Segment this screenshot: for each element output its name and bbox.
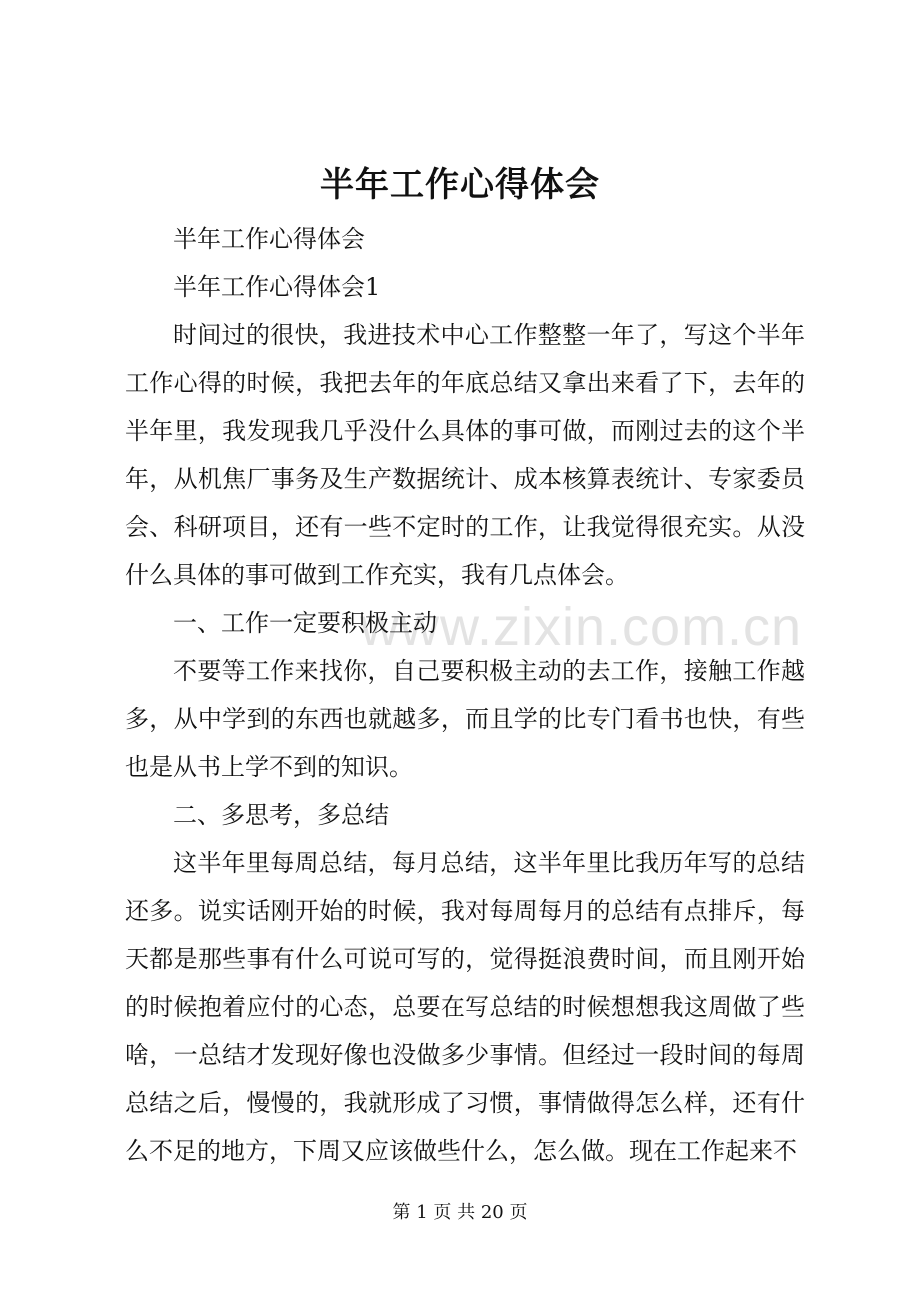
- paragraph: 这半年里每周总结，每月总结，这半年里比我历年写的总结还多。说实话刚开始的时候，我对每周每月的总结有点排斥，每天都是那些事有什么可说可写的，觉得挺浪费时间，而且刚开始的时候抱着应付的心态，总要在写总结的时候想想我这周做了些啥，一总结才发现好像也没做多少事情。但经过一段时间的每周总结之后，慢慢的，我就形成了习惯，事情做得怎么样，还有什么不足的地方，下周又应该做些什么，怎么做。现在工作起来不: [125, 849, 805, 1165]
- watermark: www.zixin.com.cn: [360, 597, 803, 657]
- document-title: 半年工作心得体会: [320, 165, 600, 205]
- document-body: [125, 215, 805, 1175]
- page-footer: 第 1 页 共 20 页: [392, 1202, 528, 1223]
- section-heading: 二、多思考，多总结: [173, 801, 389, 829]
- paragraph-subtitle: 半年工作心得体会: [173, 225, 365, 253]
- paragraph-heading-1: 半年工作心得体会1: [173, 273, 381, 301]
- paragraph: 不要等工作来找你，自己要积极主动的去工作，接触工作越多，从中学到的东西也就越多，而且学的比专门看书也快，有些也是从书上学不到的知识。: [125, 657, 805, 781]
- paragraph: 时间过的很快，我进技术中心工作整整一年了，写这个半年工作心得的时候，我把去年的年底总结又拿出来看了下，去年的半年里，我发现我几乎没什么具体的事可做，而刚过去的这个半年，从机焦厂事务及生产数据统计、成本核算表统计、专家委员会、科研项目，还有一些不定时的工作，让我觉得很充实。从没什么具体的事可做到工作充实，我有几点体会。: [125, 321, 805, 589]
- section-heading: 一、工作一定要积极主动: [173, 609, 437, 637]
